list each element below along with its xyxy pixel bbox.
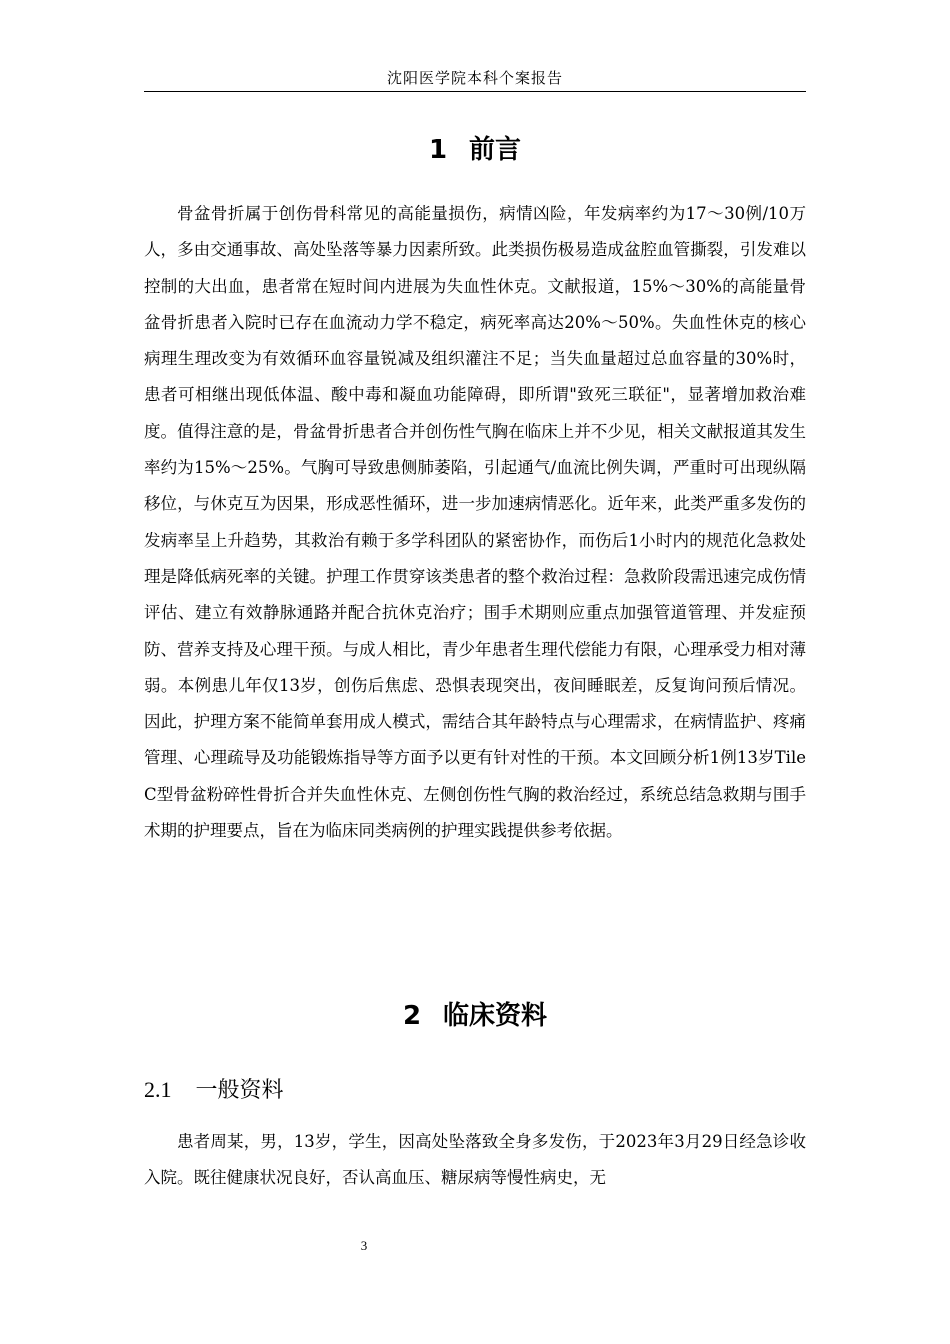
introduction-paragraph: 骨盆骨折属于创伤骨科常见的高能量损伤，病情凶险，年发病率约为17～30例/10万人，多由交通事故、高处坠落等暴力因素所致。此类损伤极易造成盆腔血管撕裂，引发难以控制的大出血，患者常在短时间内进展为失血性休克。文献报道，15%～30%的高能量骨盆骨折患者入院时已存在血流动力学不稳定，病死率高达20%～50%。失血性休克的核心病理生理改变为有效循环血容量锐减及组织灌注不足；当失血量超过总血容量的30%时，患者可相继出现低体温、酸中毒和凝血功能障碍，即所谓"致死三联征"，显著增加救治难度。值得注意的是，骨盆骨折患者合并创伤性气胸在临床上并不少见，相关文献报道其发生率约为15%～25%。气胸可导致患侧肺萎陷，引起通气/血流比例失调，严重时可出现纵隔移位，与休克互为因果，形成恶性循环，进一步加速病情恶化。近年来，此类严重多发伤的发病率呈上升趋势，其救治有赖于多学科团队的紧密协作，而伤后1小时内的规范化急救处理是降低病死率的关键。护理工作贯穿该类患者的整个救治过程：急救阶段需迅速完成伤情评估、建立有效静脉通路并配合抗休克治疗；围手术期则应重点加强管道管理、并发症预防、营养支持及心理干预。与成人相比，青少年患者生理代偿能力有限，心理承受力相对薄弱。本例患儿年仅13岁，创伤后焦虑、恐惧表现突出，夜间睡眠差，反复询问预后情况。因此，护理方案不能简单套用成人模式，需结合其年龄特点与心理需求，在病情监护、疼痛管理、心理疏导及功能锻炼指导等方面予以更有针对性的干预。本文回顾分析1例13岁Tile C型骨盆粉碎性骨折合并失血性休克、左侧创伤性气胸的救治经过，系统总结急救期与围手术期的护理要点，旨在为临床同类病例的护理实践提供参考依据。 <box>144 204 806 841</box>
running-header: 沈阳医学院本科个案报告 <box>386 69 563 87</box>
section-heading-general-data <box>144 1075 806 1106</box>
general-data-paragraph: 患者周某，男，13岁，学生，因高处坠落致全身多发伤，于2023年3月29日经急诊收入院。既往健康状况良好，否认高血压、糖尿病等慢性病史，无 <box>144 1132 806 1188</box>
chapter-title: 前言 <box>469 135 522 165</box>
section-title: 一般资料 <box>195 1078 284 1103</box>
header-divider <box>144 91 806 92</box>
chapter-title: 临床资料 <box>443 1001 548 1031</box>
chapter-heading-clinical-data <box>144 999 806 1033</box>
section-number: 2.1 <box>144 1077 172 1102</box>
chapter-number: 2 <box>402 1001 422 1031</box>
page-number: 3 <box>360 1238 368 1253</box>
chapter-heading-introduction <box>144 133 806 167</box>
chapter-number: 1 <box>428 135 448 165</box>
